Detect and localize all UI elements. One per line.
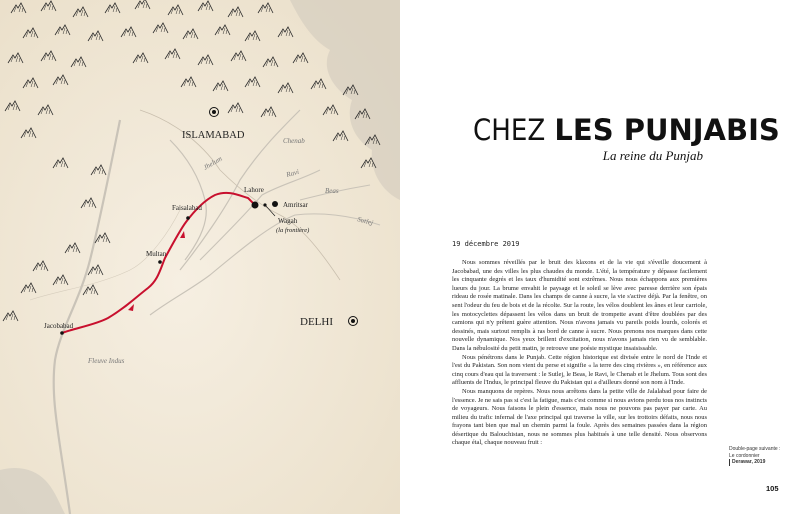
title-light: CHEZ — [473, 113, 546, 147]
label-river-indus: Fleuve Indus — [88, 357, 125, 365]
marker-multan — [158, 260, 162, 264]
marker-faisalabad — [186, 216, 190, 220]
label-wagah: Wagah — [278, 217, 298, 225]
label-river-jhelum: Jhelum — [202, 154, 224, 172]
caption-line: Le cordonnier — [729, 452, 760, 459]
label-river-sutlej: Sutlej — [356, 215, 374, 228]
marker-lahore — [252, 202, 259, 209]
article-subtitle: La reine du Punjab — [602, 148, 703, 163]
paragraph: Nous pénétrons dans le Punjab. Cette région historique est divisée entre le nord de l'Inde et l'est du Pakistan. Son nom vient du perse et signifie « la terre des cinq rivières », en référence aux cinq cours d'eau qui la traversent : le Sutlej, le Beas, le Ravi, le Chenab et le Jhelum. Tous sont des affluents de l'Indus, le principal fleuve du Pakistan qui a d'ailleurs donné son nom à l'Inde. — [452, 353, 707, 387]
label-delhi: DELHI — [300, 316, 333, 328]
label-river-chenab: Chenab — [283, 137, 305, 145]
label-jacobabad: Jacobabad — [44, 322, 74, 330]
article-date: 19 décembre 2019 — [452, 240, 520, 248]
marker-jacobabad — [60, 331, 64, 335]
label-faisalabad: Faisalabad — [172, 204, 202, 212]
label-river-ravi: Ravi — [285, 167, 300, 179]
label-islamabad: ISLAMABAD — [182, 130, 245, 141]
article-title — [473, 113, 780, 147]
caption-line: Double-page suivante : — [729, 446, 781, 452]
label-amritsar: Amritsar — [283, 201, 308, 209]
label-multan: Multan — [146, 250, 167, 258]
caption-credit: Derawar, 2019 — [729, 459, 789, 466]
title-bold: LES PUNJABIS — [554, 113, 780, 147]
paragraph: Nous manquons de repères. Nous nous arrêtons dans la petite ville de Jalalabad pour faire de l'essence. Je ne sais pas si c'est la fatigue, mais c'est comme si nous avions perdu tous nos instincts de voyageurs. Nous faisons le plein d'essence, mais nous ne pouvons pas payer par carte. Au milieu du trafic infernal de l'axe principal qui traverse la ville, sur les trottoirs défaits, nous nous frayons tant bien que mal un chemin parmi la foule. Après des semaines passées dans la région désertique du Balouchistan, nous ne sommes plus habitués à une telle densité. Nous observons chaque étal, chaque nouveau fruit : — [452, 387, 707, 447]
page-number: 105 — [766, 484, 779, 493]
label-lahore: Lahore — [244, 186, 264, 194]
paragraph: Nous sommes réveillés par le bruit des klaxons et de la vie qui s'éveille doucement à Jacobabad, une des villes les plus chaudes du monde. L'été, la température y dépasse facilement les cinquante degrés et les taux d'humidité sont extrêmes. Nous nous échappons aux premières lueurs du jour. La brume envahit le paysage et le soleil se lève avec paresse derrière son épais rideau de rosée matinale. Dans les champs de canne à sucre, la vie s'active déjà. Par la fenêtre, on sent l'odeur du feu de bois et de la récolte. Sur la route, les vélos doublent les ânes et leur carriole, les motocyclettes dépassent les vélos dans un bruit de trompette avant d'être doublées par des camions qui n'y prêtent guère attention. Nous n'avons jamais vu pareils poids lourds, colorés et dessinés, mais surtout remplis à ras bord de canne à sucre. Nous prenons nos marques dans cette nouvelle dynamique. Nos yeux brillent d'excitation, nous n'avons jamais rien vu de semblable. Dans la nébulosité du petit matin, je retrouve une poésie mystique insaisissable. — [452, 259, 707, 352]
marker-amritsar — [272, 201, 278, 207]
label-wagah-note: (la frontière) — [276, 227, 310, 234]
article-body — [452, 259, 707, 448]
label-river-beas: Beas — [325, 187, 339, 195]
photo-caption — [729, 446, 789, 466]
